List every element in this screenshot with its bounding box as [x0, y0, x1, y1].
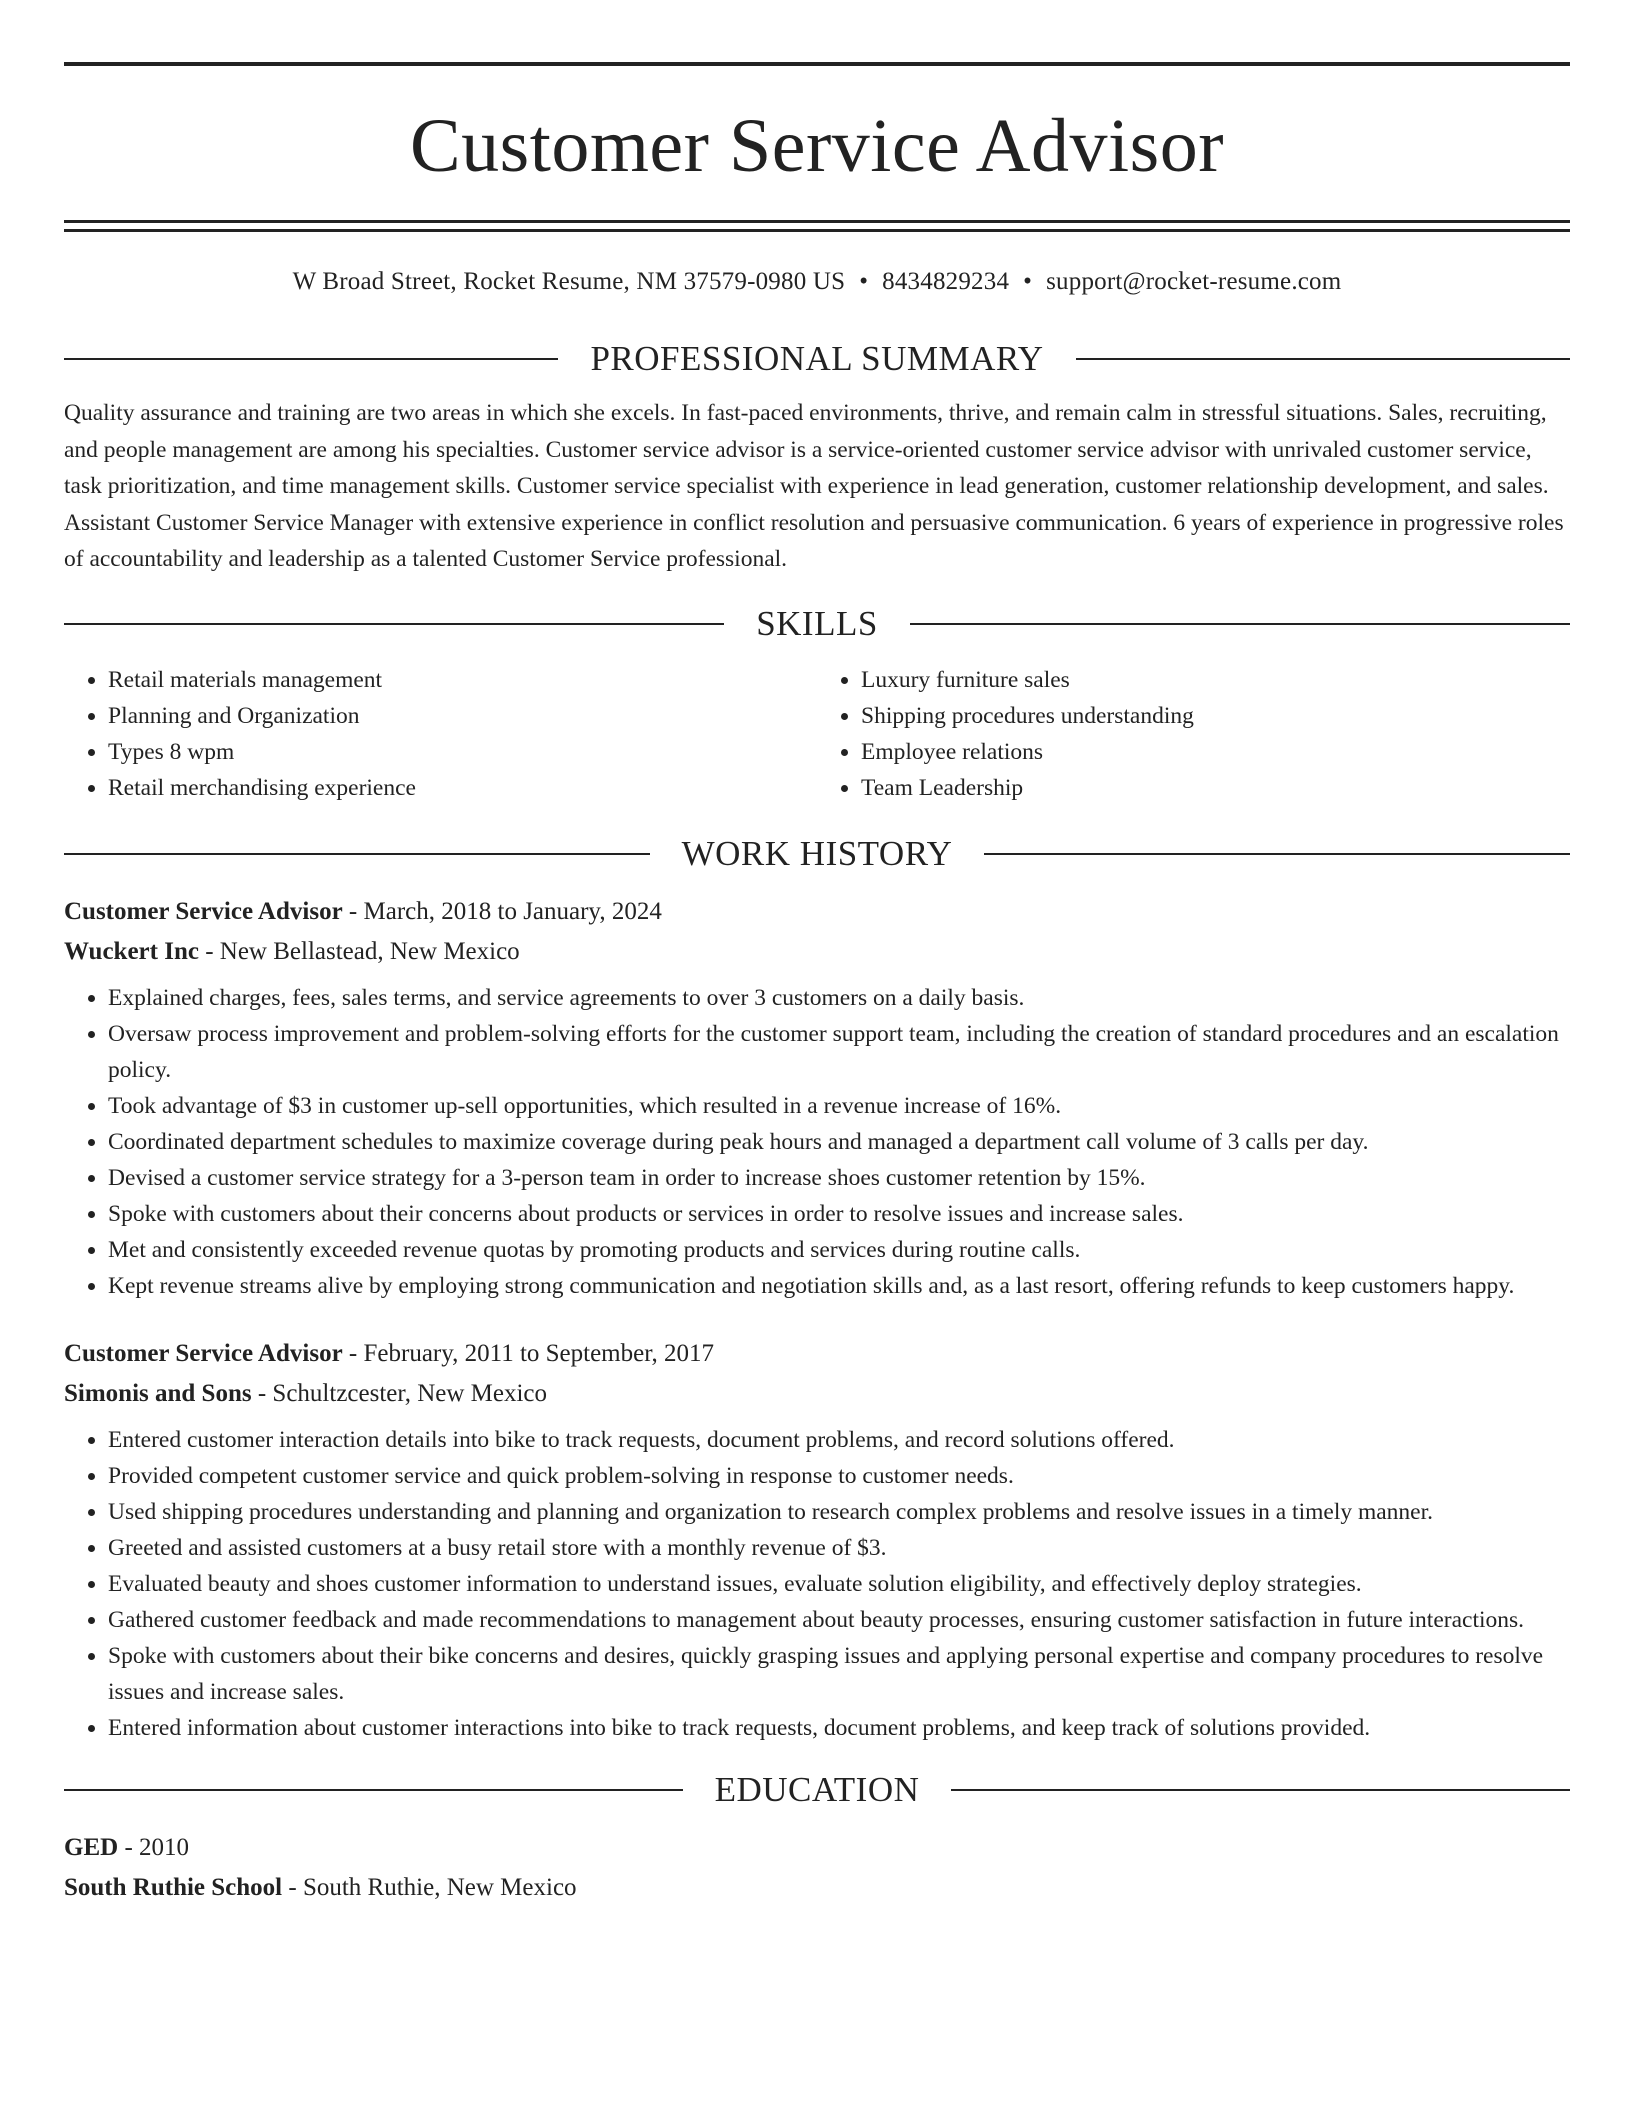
job-company-line — [64, 932, 1570, 972]
job-bullet: • Evaluated beauty and shoes customer information to understand issues, evaluate solution eligibility, and effectively deploy strategies. — [108, 1566, 1570, 1602]
contact-line — [64, 265, 1570, 299]
job-bullet: • Used shipping procedures understanding and planning and organization to research complex problems and resolve issues in a timely manner. — [108, 1494, 1570, 1530]
resume-title: Customer Service Advisor — [409, 104, 1225, 188]
job-bullet: • Provided competent customer service and quick problem-solving in response to customer needs. — [108, 1458, 1570, 1494]
skills-list — [64, 662, 1570, 806]
education-heading — [64, 1768, 1570, 1812]
contact-address: W Broad Street, Rocket Resume, NM 37579-0980 US — [292, 268, 846, 295]
resume-page — [64, 62, 1570, 1908]
top-rule — [64, 62, 1570, 66]
job-title-line — [64, 1334, 1570, 1374]
job-bullet: • Entered customer interaction details into bike to track requests, document problems, and record solutions offered. — [108, 1422, 1570, 1458]
job-bullet: • Kept revenue streams alive by employing strong communication and negotiation skills and, as a last resort, offering refunds to keep customers happy. — [108, 1268, 1570, 1304]
job-company: Wuckert Inc — [64, 937, 199, 965]
work-heading — [64, 832, 1570, 876]
skills-column-right — [817, 662, 1570, 806]
skill-item: • Types 8 wpm — [108, 734, 817, 770]
skill-item: • Employee relations — [861, 734, 1570, 770]
job-bullet: • Gathered customer feedback and made recommendations to management about beauty processes, ensuring customer satisfaction in future interactions. — [108, 1602, 1570, 1638]
job-entry — [64, 1334, 1570, 1746]
skills-column-left — [64, 662, 817, 806]
job-location: - New Bellastead, New Mexico — [198, 937, 520, 965]
skills-heading-label: SKILLS — [756, 603, 878, 643]
education-school: South Ruthie School — [64, 1873, 283, 1901]
job-bullet: • Met and consistently exceeded revenue quotas by promoting products and services during routine calls. — [108, 1232, 1570, 1268]
education-year: - 2010 — [118, 1833, 190, 1861]
job-bullet: • Oversaw process improvement and problem-solving efforts for the customer support team, including the creation of standard procedures and an escalation policy. — [108, 1016, 1570, 1088]
job-bullets — [64, 980, 1570, 1304]
contact-separator: • — [1023, 268, 1033, 295]
contact-separator: • — [859, 268, 869, 295]
work-heading-label: WORK HISTORY — [681, 833, 953, 873]
job-company-line — [64, 1374, 1570, 1414]
job-bullet: • Explained charges, fees, sales terms, and service agreements to over 3 customers on a daily basis. — [108, 980, 1570, 1016]
skill-item: • Retail materials management — [108, 662, 817, 698]
title-double-rule — [64, 220, 1570, 231]
skill-item: • Team Leadership — [861, 770, 1570, 806]
job-bullet: • Coordinated department schedules to maximize coverage during peak hours and managed a department call volume of 3 calls per day. — [108, 1124, 1570, 1160]
summary-heading — [64, 337, 1570, 381]
summary-heading-label: PROFESSIONAL SUMMARY — [590, 339, 1044, 378]
job-title: Customer Service Advisor — [64, 1339, 343, 1367]
education-location: - South Ruthie, New Mexico — [282, 1873, 577, 1901]
job-dates: - February, 2011 to September, 2017 — [342, 1339, 715, 1367]
contact-phone: 8434829234 — [882, 268, 1010, 295]
skill-item: • Shipping procedures understanding — [861, 698, 1570, 734]
job-bullet: • Spoke with customers about their bike concerns and desires, quickly grasping issues and applying personal expertise and company procedures to resolve issues and increase sales. — [108, 1638, 1570, 1710]
skill-item: • Retail merchandising experience — [108, 770, 817, 806]
job-location: - Schultzcester, New Mexico — [251, 1379, 548, 1407]
education-degree-line — [64, 1828, 1570, 1868]
job-entry — [64, 892, 1570, 1304]
education-school-line — [64, 1868, 1570, 1908]
education-degree: GED — [64, 1833, 119, 1861]
job-title: Customer Service Advisor — [64, 897, 343, 925]
contact-email: support@rocket-resume.com — [1046, 268, 1342, 295]
job-bullet: • Spoke with customers about their concerns about products or services in order to resolve issues and increase sales. — [108, 1196, 1570, 1232]
job-dates: - March, 2018 to January, 2024 — [342, 897, 662, 925]
job-bullets — [64, 1422, 1570, 1746]
job-bullet: • Greeted and assisted customers at a busy retail store with a monthly revenue of $3. — [108, 1530, 1570, 1566]
job-bullet: • Devised a customer service strategy for a 3-person team in order to increase shoes customer retention by 15%. — [108, 1160, 1570, 1196]
skill-item: • Planning and Organization — [108, 698, 817, 734]
job-company: Simonis and Sons — [64, 1379, 252, 1407]
education-heading-label: EDUCATION — [714, 1769, 920, 1809]
job-title-line — [64, 892, 1570, 932]
job-bullet: • Entered information about customer interactions into bike to track requests, document problems, and keep track of solutions provided. — [108, 1710, 1570, 1746]
summary-text: Quality assurance and training are two areas in which she excels. In fast-paced environments, thrive, and remain calm in stressful situations. Sales, recruiting, and people management are among his specialties. Customer service advisor is a service-oriented customer service advisor with unrivaled customer service, task prioritization, and time management skills. Customer service specialist with experience in lead generation, customer relationship development, and sales. Assistant Customer Service Manager with extensive experience in conflict resolution and persuasive communication. 6 years of experience in progressive roles of accountability and leadership as a talented Customer Service professional. — [64, 400, 1564, 572]
job-bullet: • Took advantage of $3 in customer up-sell opportunities, which resulted in a revenue increase of 16%. — [108, 1088, 1570, 1124]
skills-heading — [64, 602, 1570, 646]
skill-item: • Luxury furniture sales — [861, 662, 1570, 698]
